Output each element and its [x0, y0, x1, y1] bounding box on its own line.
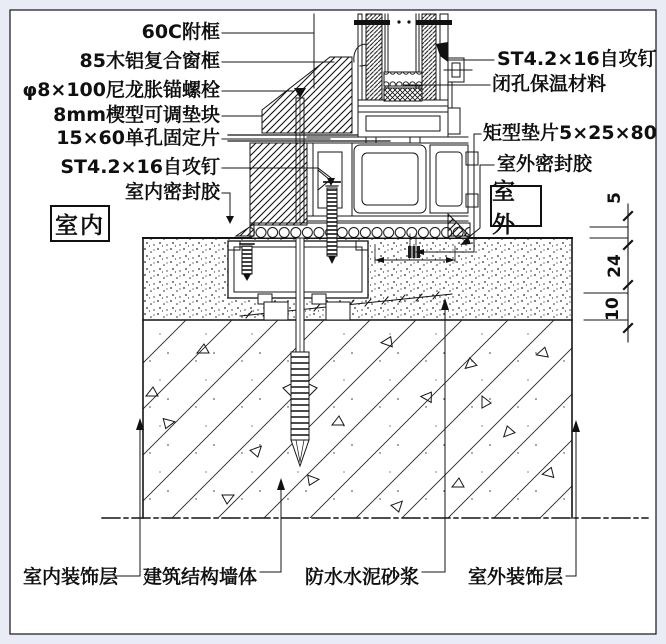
callout-insulation: 闭孔保温材料	[492, 73, 607, 95]
dim-10: 10	[603, 297, 623, 321]
callout-sealant-exterior: 室外密封胶	[497, 153, 593, 175]
callout-interior-finish: 室内装饰层	[23, 566, 119, 588]
break-dot	[397, 20, 400, 23]
dim-5: 5	[605, 192, 625, 204]
dim-24: 24	[605, 254, 625, 278]
callout-sub-frame: 60C附框	[141, 21, 220, 43]
glazing-spacer	[384, 72, 422, 86]
callout-spacer-block: 8mm楔型可调垫块	[53, 104, 220, 126]
zone-interior: 室内	[50, 205, 110, 242]
callout-fixing-plate: 15×60单孔固定片	[56, 127, 220, 149]
callout-shim: 矩型垫片5×25×80	[483, 122, 657, 144]
callout-window-frame: 85木铝复合窗框	[79, 50, 220, 72]
callout-anchor-bolt: φ8×100尼龙胀锚螺栓	[22, 79, 220, 101]
callout-exterior-finish: 室外装饰层	[468, 566, 564, 588]
callout-screw-left: ST4.2×16自攻钉	[60, 156, 220, 178]
callout-mortar: 防水水泥砂浆	[305, 566, 420, 588]
callout-structural-wall: 建筑结构墙体	[143, 566, 258, 588]
callout-sealant-interior: 室内密封胶	[124, 181, 220, 203]
spacer-desiccant	[384, 88, 422, 101]
break-dot	[407, 20, 410, 23]
callout-screw-right: ST4.2×16自攻钉	[497, 48, 657, 70]
zone-exterior: 室外	[490, 185, 542, 227]
